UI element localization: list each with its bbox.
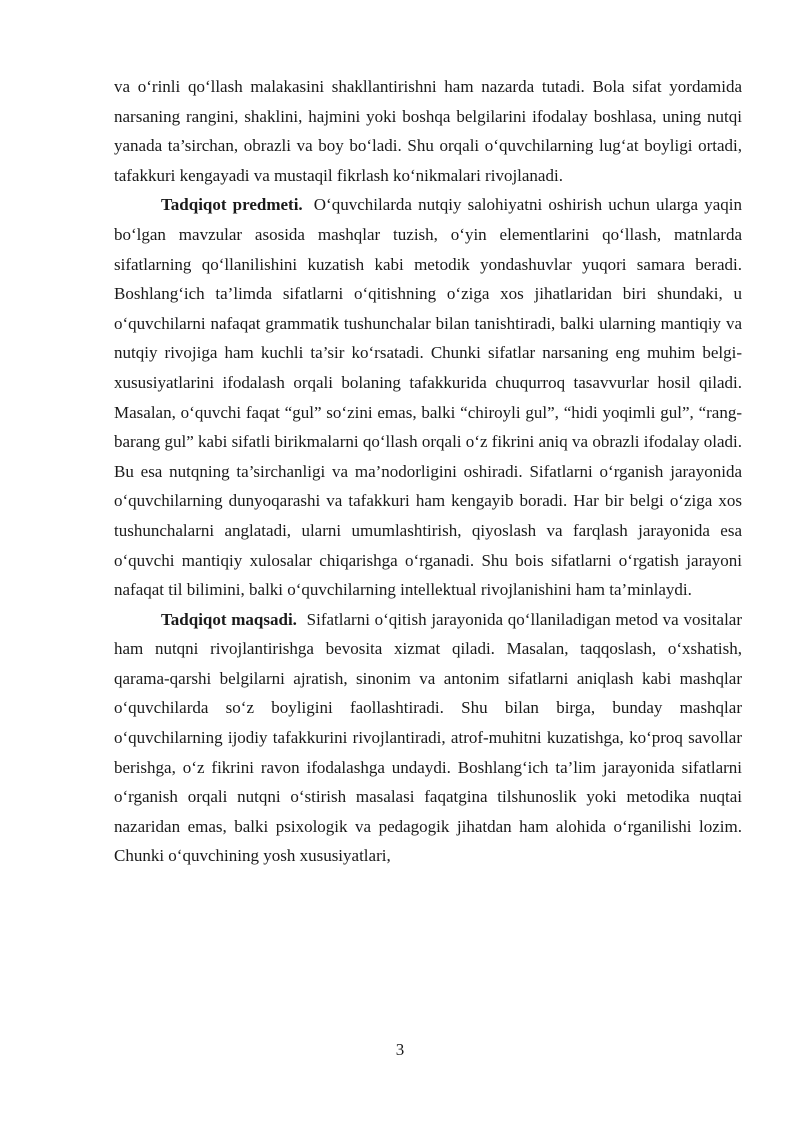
- paragraph-intro-text: va o‘rinli qo‘llash malakasini shakllantirishni ham nazarda tutadi. Bola sifat yordamida narsaning rangini, shaklini, hajmini yoki boshqa belgilarini ifodalay boshlasa, uning nutqi yanada ta’sirchan, obrazli va boy bo‘ladi. Shu orqali o‘quvchilarning lug‘at boyligi ortadi, tafakkuri kengayadi va mustaqil fikrlash ko‘nikmalari rivojlanadi.: [114, 77, 742, 185]
- paragraph-intro: [114, 72, 742, 190]
- heading-research-goal: Tadqiqot maqsadi.: [161, 609, 297, 629]
- heading-research-subject: Tadqiqot predmeti.: [161, 195, 303, 215]
- document-page: [114, 72, 742, 871]
- page-number: 3: [395, 1040, 405, 1059]
- paragraph-research-goal-text: Sifatlarni o‘qitish jarayonida qo‘llaniladigan metod va vositalar ham nutqni rivojlantirishga bevosita xizmat qiladi. Masalan, taqqoslash, o‘xshatish, qarama-qarshi belgilarni ajratish, sinonim va antonim sifatlarni aniqlash kabi mashqlar o‘quvchilarda so‘z boyligini faollashtiradi. Shu bilan birga, bunday mashqlar o‘quvchilarning ijodiy tafakkurini rivojlantiradi, atrof-muhitni kuzatishga, ko‘proq savollar berishga, o‘z fikrini ravon ifodalashga undaydi. Boshlang‘ich ta’lim jarayonida sifatlarni o‘rganish orqali nutqni o‘stirish masalasi faqatgina tilshunoslik yoki metodika nuqtai nazaridan emas, balki psixologik va pedagogik jihatdan ham alohida o‘rganilishi lozim. Chunki o‘quvchining yosh xususiyatlari,: [114, 609, 742, 866]
- paragraph-research-goal: [114, 605, 742, 871]
- paragraph-research-subject-text: O‘quvchilarda nutqiy salohiyatni oshirish uchun ularga yaqin bo‘lgan mavzular asosida mashqlar tuzish, o‘yin elementlarini qo‘llash, matnlarda sifatlarning qo‘llanilishini kuzatish kabi metodik yondashuvlar yuqori samara beradi. Boshlang‘ich ta’limda sifatlarni o‘qitishning o‘ziga xos jihatlaridan biri shundaki, u o‘quvchilarni nafaqat grammatik tushunchalar bilan tanishtiradi, balki ularning mantiqiy va nutqiy rivojiga ham kuchli ta’sir ko‘rsatadi. Chunki sifatlar narsaning eng muhim belgi-xususiyatlarini ifodalash orqali bolaning tafakkurida chuqurroq tasavvurlar hosil qiladi. Masalan, o‘quvchi faqat “gul” so‘zini emas, balki “chiroyli gul”, “hidi yoqimli gul”, “rang-barang gul” kabi sifatli birikmalarni qo‘llash orqali o‘z fikrini aniq va obrazli ifodalay oladi. Bu esa nutqning ta’sirchanligi va ma’nodorligini oshiradi. Sifatlarni o‘rganish jarayonida o‘quvchilarning dunyoqarashi va tafakkuri ham kengayib boradi. Har bir belgi o‘ziga xos tushunchalarni anglatadi, ularni umumlashtirish, qiyoslash va farqlash jarayonida esa o‘quvchi mantiqiy xulosalar chiqarishga o‘rganadi. Shu bois sifatlarni o‘rgatish jarayoni nafaqat til bilimini, balki o‘quvchilarning intellektual rivojlanishini ham ta’minlaydi.: [114, 195, 742, 600]
- paragraph-research-subject: [114, 190, 742, 604]
